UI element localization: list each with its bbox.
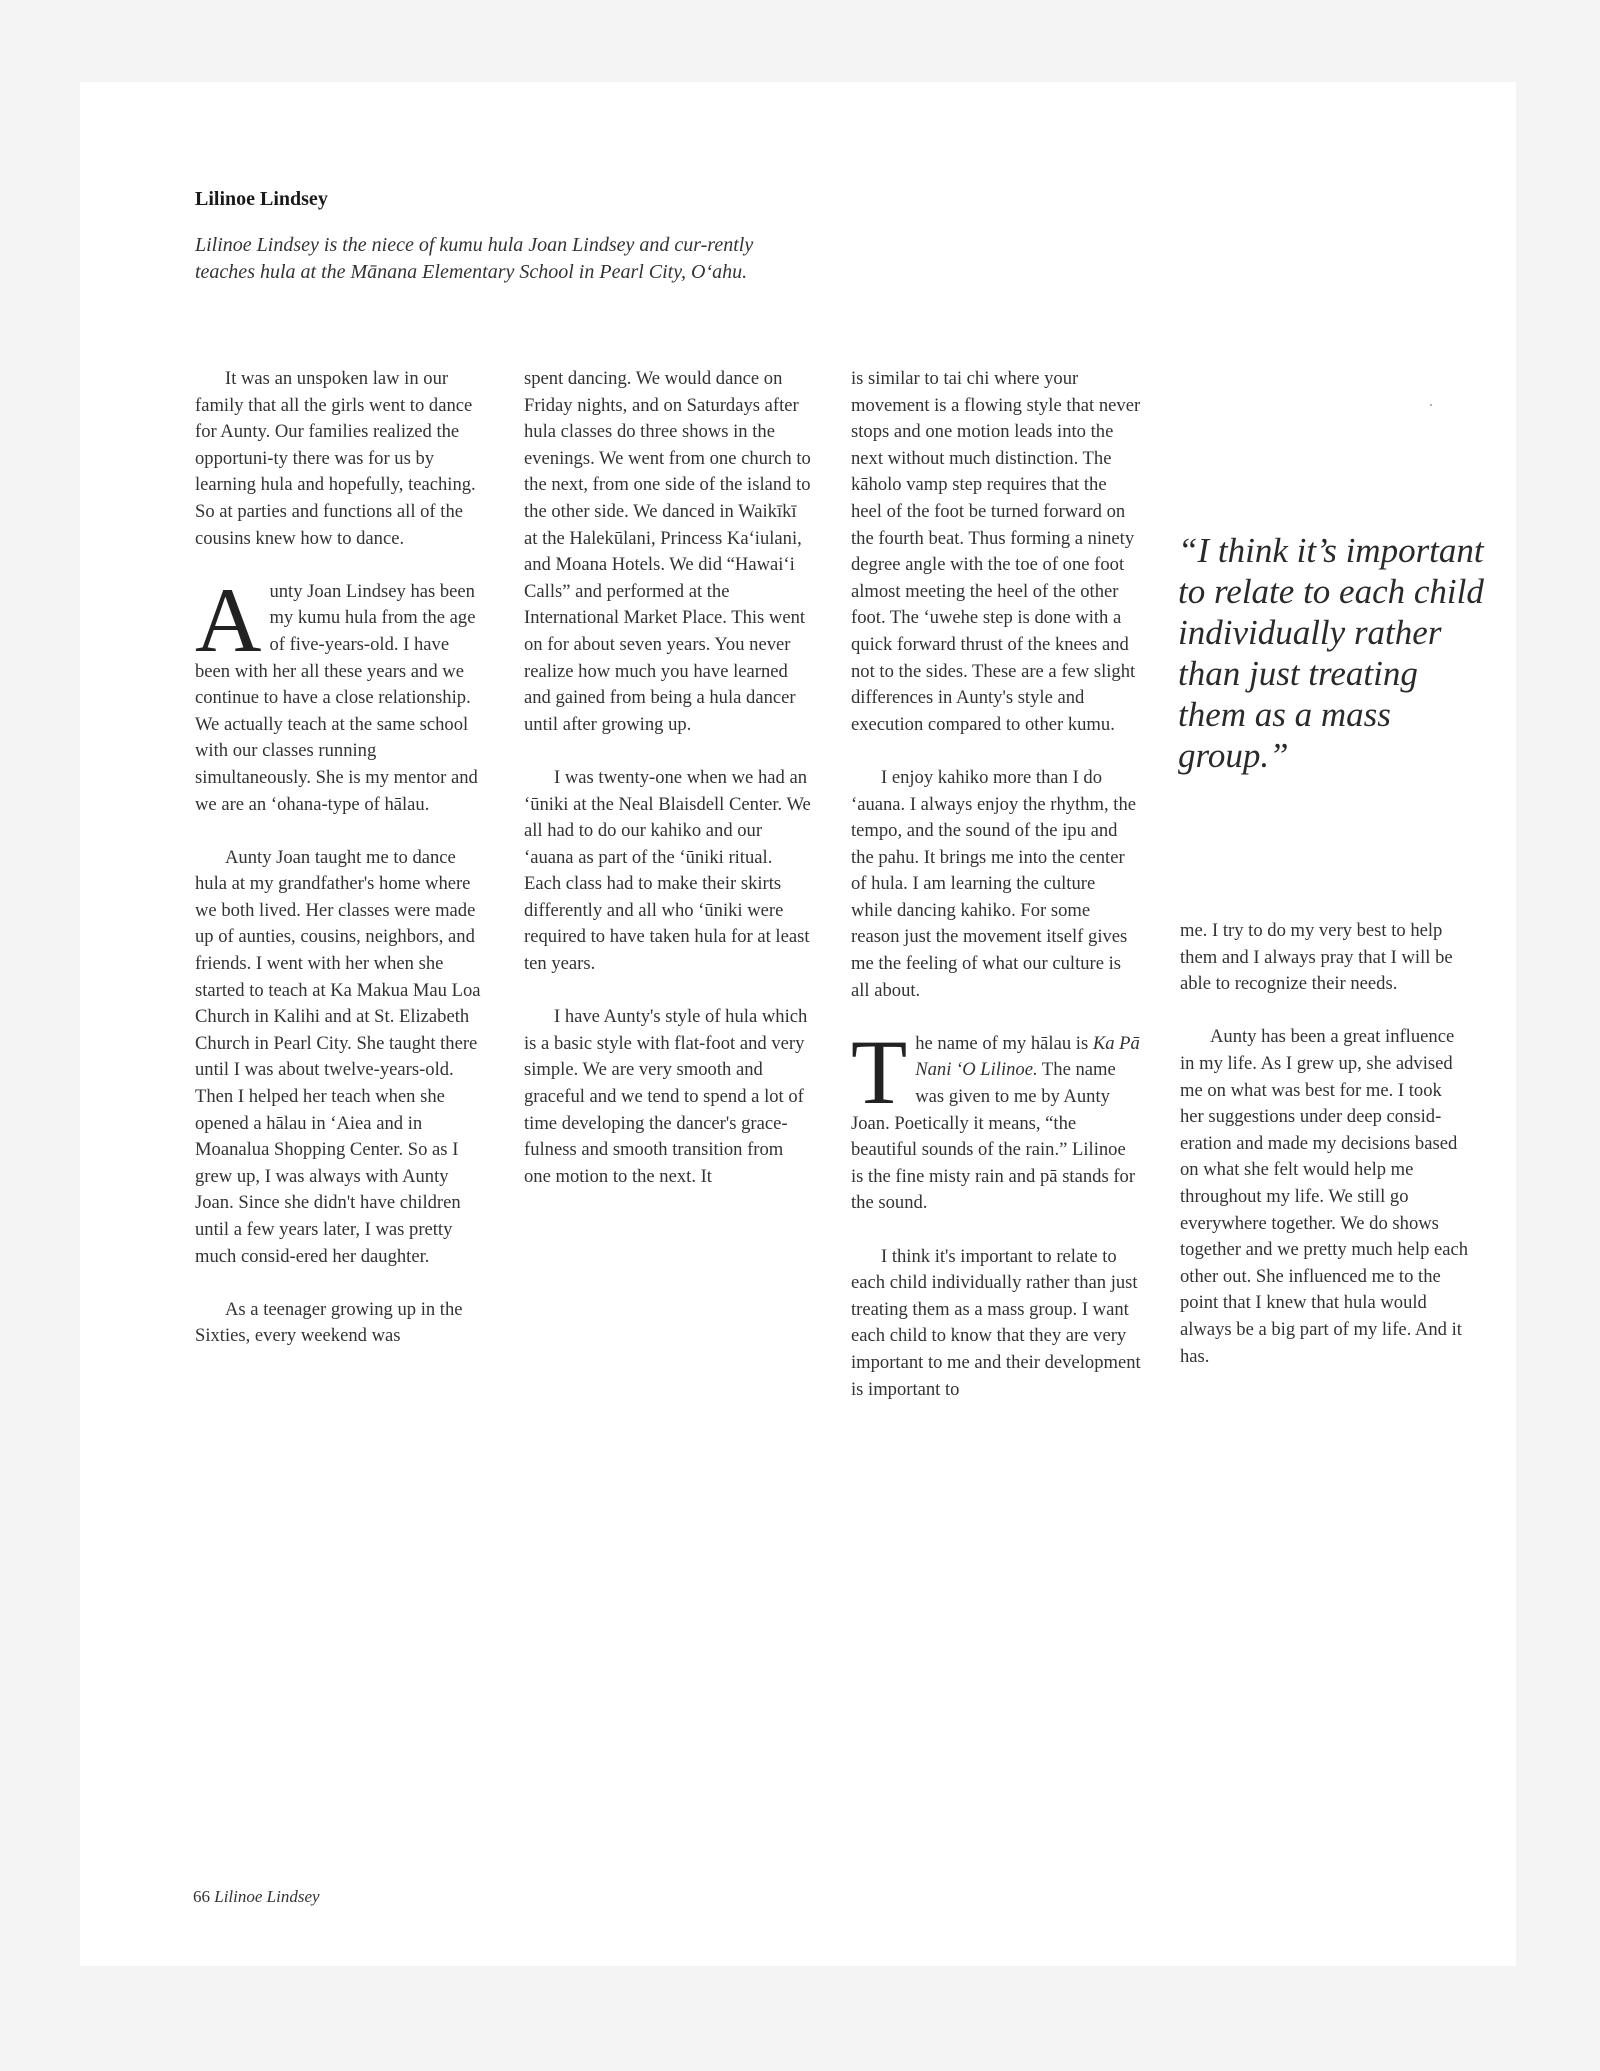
paragraph-text: unty Joan Lindsey has been my kumu hula from the age of five-years-old. I have been with her all these years and we continue to have a close relationship. We actually teach at the same school with our classes running simultaneously. She is my mentor and we are an ʻohana-type of hālau.: [195, 580, 478, 815]
page-number: 66: [193, 1887, 210, 1906]
drop-cap: A: [195, 568, 262, 671]
paragraph: Aunty has been a great influence in my life. As I grew up, she advised me on what was best for me. I took her suggestions under deep consid-eration and made my decisions based on what she felt would help me throughout my life. We still go everywhere together. We do shows together and we pretty much help each other out. She influenced me to the point that I knew that hula would always be a big part of my life. And it has.: [1180, 1026, 1469, 1367]
paragraph-text: The name was given to me by Aunty Joan. Poetically it means, “the beautiful sounds of the rain.” Lilinoe is the fine misty rain and pā stands for the sound.: [851, 1059, 1136, 1214]
drop-cap: T: [851, 1020, 908, 1123]
paragraph-text: he name of my hālau is: [915, 1032, 1093, 1054]
paragraph: As a teenager growing up in the Sixties, every weekend was: [195, 1298, 463, 1347]
paragraph: I think it's important to relate to each child individually rather than just treating them as a mass group. I want each child to know that they are very important to me and their development is important to: [851, 1245, 1141, 1400]
paragraph: I have Aunty's style of hula which is a basic style with flat-foot and very simple. We are very smooth and graceful and we tend to spend a lot of time developing the dancer's grace-fulness and smooth transition from one motion to the next. It: [524, 1006, 808, 1187]
text-column-3: [851, 366, 1141, 1430]
article-heading: Lilinoe Lindsey: [195, 188, 328, 210]
paragraph: I enjoy kahiko more than I do ʻauana. I always enjoy the rhythm, the tempo, and the sound of the ipu and the pahu. It brings me into the center of hula. I am learning the culture while dancing kahiko. For some reason just the movement itself gives me the feeling of what our culture is all about.: [851, 766, 1137, 1001]
paragraph: is similar to tai chi where your movement is a flowing style that never stops and one motion leads into the next without much distinction. The kāholo vamp step requires that the heel of the foot be turned forward on the fourth beat. Thus forming a ninety degree angle with the toe of one foot almost meeting the heel of the other foot. The ʻuwehe step is done with a quick forward thrust of the knees and not to the sides. These are a few slight differences in Aunty's style and execution compared to other kumu.: [851, 368, 1141, 735]
speck-mark: [1430, 404, 1432, 406]
intro-paragraph: Lilinoe Lindsey is the niece of kumu hula Joan Lindsey and cur-rently teaches hula at the Mānana Elementary School in Pearl City, Oʻahu.: [195, 234, 754, 283]
paragraph: me. I try to do my very best to help them and I always pray that I will be able to recognize their needs.: [1180, 920, 1453, 995]
paragraph: I was twenty-one when we had an ʻūniki at the Neal Blaisdell Center. We all had to do our kahiko and our ʻauana as part of the ʻūniki ritual. Each class had to make their skirts differently and all who ʻūniki were required to have taken hula for at least ten years.: [524, 766, 811, 975]
paragraph: It was an unspoken law in our family that all the girls went to dance for Aunty. Our families realized the opportuni-ty there was for us by learning hula and hopefully, teaching. So at parties and functions all of the cousins knew how to dance.: [195, 368, 476, 549]
running-footer-name: Lilinoe Lindsey: [214, 1887, 320, 1906]
paragraph: spent dancing. We would dance on Friday nights, and on Saturdays after hula classes do three shows in the evenings. We went from one church to the next, from one side of the island to the other side. We danced in Waikīkī at the Halekūlani, Princess Kaʻiulani, and Moana Hotels. We did “Hawaiʻi Calls” and performed at the International Market Place. This went on for about seven years. You never realize how much you have learned and gained from being a hula dancer until after growing up.: [524, 368, 811, 735]
paragraph-with-dropcap: [195, 568, 485, 818]
text-column-1: [195, 366, 485, 1377]
halau-name: Ka Pā Nani ʻO Lilinoe.: [915, 1032, 1140, 1081]
text-column-4: [1180, 918, 1470, 1397]
text-column-2: [524, 366, 814, 1217]
paragraph: Aunty Joan taught me to dance hula at my grandfather's home where we both lived. Her classes were made up of aunties, cousins, neighbors, and friends. I went with her when she started to teach at Ka Makua Mau Loa Church in Kalihi and at St. Elizabeth Church in Pearl City. She taught there until I was about twelve-years-old. Then I helped her teach when she opened a hālau in ʻAiea and in Moanalua Shopping Center. So as I grew up, I was always with Aunty Joan. Since she didn't have children until a few years later, I was pretty much consid-ered her daughter.: [195, 846, 481, 1267]
paragraph-with-dropcap: [851, 1020, 1141, 1217]
pull-quote: “I think it’s important to relate to each child individually rather than just treating them as a mass group.”: [1178, 531, 1484, 775]
page-footer: [193, 1887, 320, 1907]
